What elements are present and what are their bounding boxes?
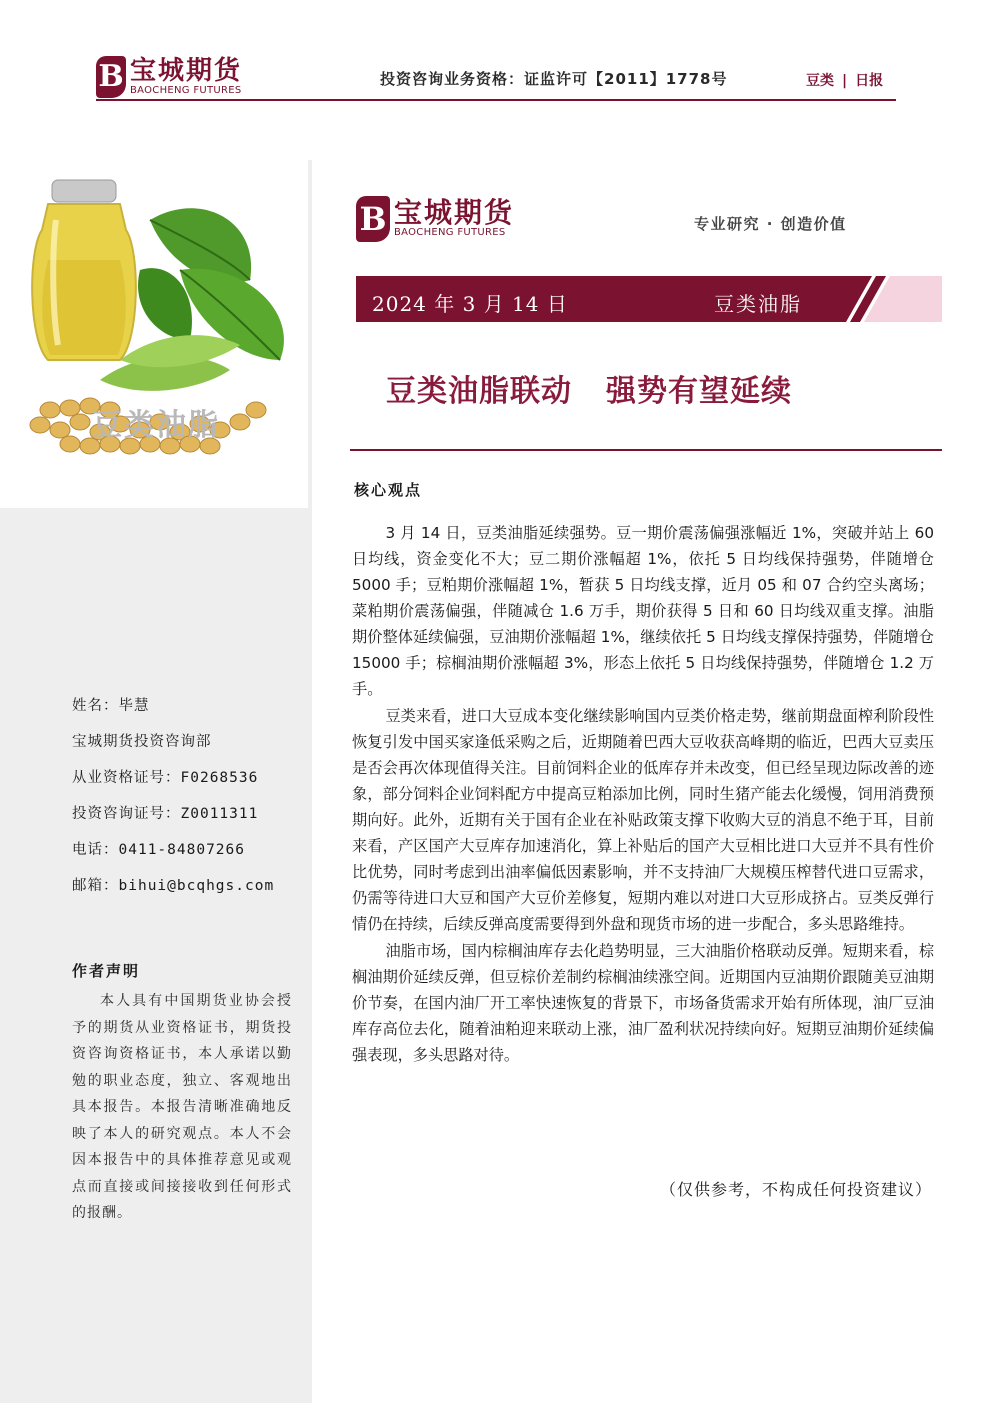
main-logo-cn-text: 宝城期货 xyxy=(394,196,515,229)
tag-report-type: 日报 xyxy=(855,73,884,89)
license-text: 投资咨询业务资格：证监许可【2011】1778号 xyxy=(380,70,728,88)
logo-cn-text: 宝城期货 xyxy=(130,56,243,86)
analyst-qualification: 从业资格证号：F0268536 xyxy=(72,770,259,786)
analyst-consult-cert: 投资咨询证号：Z0011311 xyxy=(72,806,259,822)
header-divider xyxy=(96,99,896,101)
paragraph-3: 油脂市场，国内棕榈油库存去化趋势明显，三大油脂价格联动反弹。短期来看，棕榈油期价延续反弹，但豆棕价差制约棕榈油续涨空间。近期国内豆油期价跟随美豆油期价节奏，在国内油厂开工率快速恢复的背景下，市场备货需求开始有所体现，油厂豆油库存高位去化，随着油粕迎来联动上涨，油厂盈利状况持续向好。短期豆油期价延续偏强表现，多头思路对待。 xyxy=(352,942,934,1064)
analyst-email: 邮箱：bihui@bcqhgs.com xyxy=(72,878,275,894)
analyst-name: 姓名：毕慧 xyxy=(72,698,150,714)
core-views-body xyxy=(352,520,934,1069)
report-title xyxy=(386,366,792,410)
tag-separator: | xyxy=(842,73,848,89)
company-logo xyxy=(96,56,242,98)
title-divider xyxy=(350,449,942,451)
logo-en-text: BAOCHENG FUTURES xyxy=(130,85,242,96)
section-heading: 核心观点 xyxy=(354,481,423,499)
logo-mark-icon: B xyxy=(96,56,126,98)
category-watermark: 豆类油脂 xyxy=(92,408,220,443)
declaration-body: 本人具有中国期货业协会授予的期货从业资格证书，期货投资咨询资格证书，本人承诺以勤勉的职业态度，独立、客观地出具本报告。本报告清晰准确地反映了本人的研究观点。本人不会因本报告中的具体推荐意见或观点而直接或间接接收到任何形式的报酬。 xyxy=(72,993,292,1221)
main-logo-mark-icon: B xyxy=(356,196,390,242)
analyst-department: 宝城期货投资咨询部 xyxy=(72,734,212,750)
tag-category: 豆类 xyxy=(806,73,834,89)
declaration-title: 作者声明 xyxy=(72,962,141,980)
slogan: 专业研究 · 创造价值 xyxy=(694,215,847,233)
main-company-logo xyxy=(356,196,514,242)
report-title-part2: 强势有望延续 xyxy=(606,374,792,409)
report-tags xyxy=(806,70,883,90)
analyst-phone: 电话：0411-84807266 xyxy=(72,842,245,858)
paragraph-2: 豆类来看，进口大豆成本变化继续影响国内豆类价格走势，继前期盘面榨利阶段性恢复引发中国买家逢低采购之后，近期随着巴西大豆收获高峰期的临近，巴西大豆卖压是否会再次体现值得关注。目前饲料企业的低库存并未改变，但已经呈现边际改善的迹象，部分饲料企业饲料配方中提高豆粕添加比例，同时生猪产能去化缓慢，饲用消费预期向好。此外，近期有关于国有企业在补贴政策支撑下收购大豆的消息不绝于耳，目前来看，产区国产大豆库存加速消化，算上补贴后的国产大豆相比进口大豆并不具有性价比优势，同时考虑到出油率偏低因素影响，并不支持油厂大规模压榨替代进口豆需求，仍需等待进口大豆和国产大豆价差修复，短期内难以对进口大豆形成挤占。豆类反弹行情仍在持续，后续反弹高度需要得到外盘和现货市场的进一步配合，多头思路维持。 xyxy=(352,707,934,933)
report-date: 2024 年 3 月 14 日 xyxy=(372,292,568,316)
date-banner xyxy=(356,276,942,322)
paragraph-1: 3 月 14 日，豆类油脂延续强势。豆一期价震荡偏强涨幅近 1%，突破并站上 60 日均线，资金变化不大；豆二期价涨幅超 1%，依托 5 日均线保持强势，伴随增仓 5000 手；豆粕期价涨幅超 1%，暂获 5 日均线支撑，近月 05 和 07 合约空头离场；菜粕期价震荡偏强，伴随减仓 1.6 万手，期价获得 5 日和 60 日均线双重支撑。油脂期价整体延续偏强，豆油期价涨幅超 1%，继续依托 5 日均线支撑保持强势，伴随增仓 15000 手；棕榈油期价涨幅超 3%，形态上依托 5 日均线保持强势，伴随增仓 1.2 万手。 xyxy=(352,524,934,698)
soybean-oil-illustration xyxy=(0,160,308,508)
report-category: 豆类油脂 xyxy=(714,292,802,316)
page-header xyxy=(0,0,992,110)
disclaimer: （仅供参考，不构成任何投资建议） xyxy=(660,1180,933,1199)
main-logo-en-text: BAOCHENG FUTURES xyxy=(394,227,506,238)
analyst-contact xyxy=(72,688,274,904)
report-title-part1: 豆类油脂联动 xyxy=(386,374,572,409)
